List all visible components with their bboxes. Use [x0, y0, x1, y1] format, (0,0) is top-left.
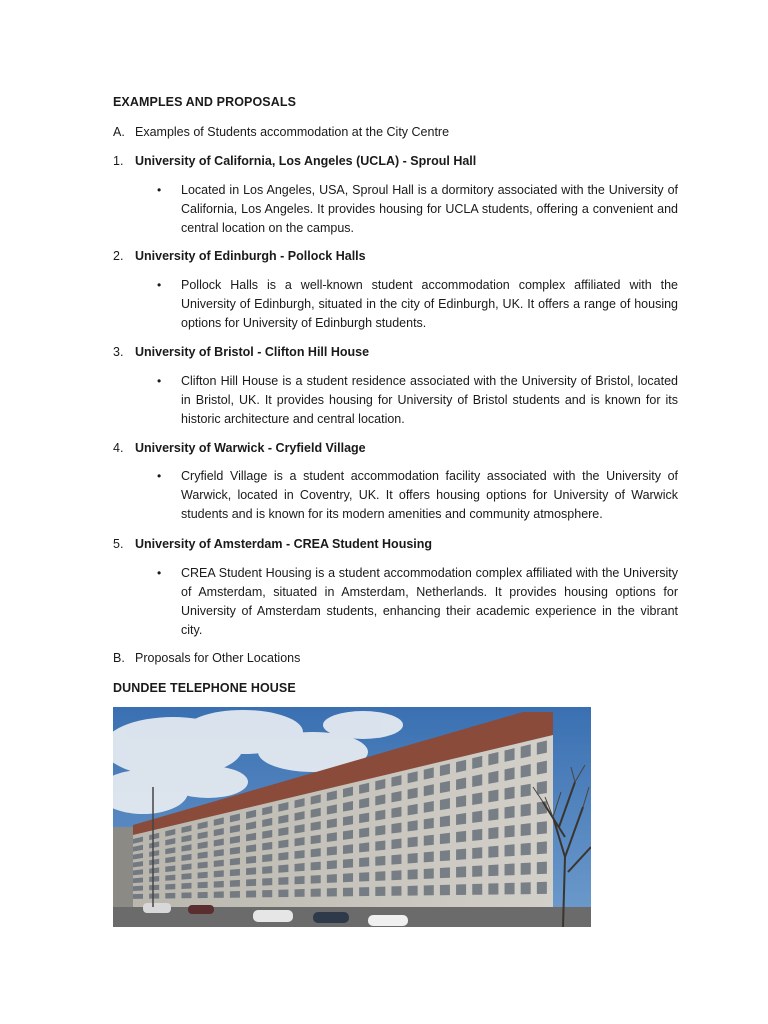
building-window	[327, 888, 337, 896]
bullet-glyph: •	[157, 374, 162, 388]
building-window	[133, 877, 143, 883]
building-window	[424, 885, 434, 895]
building-window	[343, 815, 353, 825]
section-subheading: DUNDEE TELEPHONE HOUSE	[113, 681, 296, 695]
building-window	[375, 856, 385, 866]
building-window	[440, 815, 450, 827]
building-window	[456, 849, 466, 860]
building-window	[198, 892, 208, 898]
building-window	[311, 889, 321, 897]
bullet-glyph: •	[157, 469, 162, 483]
building-window	[149, 893, 159, 898]
building-window	[198, 862, 208, 869]
list-item-number: 4.	[113, 441, 124, 455]
building-window	[230, 880, 240, 887]
building-window	[181, 873, 191, 879]
section-a	[113, 123, 678, 142]
building-window	[343, 830, 353, 840]
section-b-letter: B.	[113, 651, 125, 665]
list-item-number: 3.	[113, 345, 124, 359]
building-window	[488, 808, 498, 821]
building-window	[391, 854, 401, 864]
building-window	[165, 893, 175, 899]
building-window	[230, 869, 240, 876]
building-window	[408, 853, 418, 864]
building-photo	[113, 707, 591, 927]
building-window	[424, 868, 434, 879]
building-window	[359, 827, 369, 837]
building-window	[343, 844, 353, 854]
building-window	[246, 879, 256, 886]
building-window	[521, 803, 531, 816]
list-item-1	[113, 152, 678, 171]
bullet-item-3	[157, 372, 678, 429]
building-window	[472, 884, 482, 895]
building-window	[327, 846, 337, 855]
building-window	[278, 877, 288, 885]
building-window	[327, 832, 337, 842]
building-window	[181, 864, 191, 871]
building-window	[230, 891, 240, 898]
building-window	[440, 867, 450, 878]
building-window	[537, 781, 547, 795]
building-window	[488, 790, 498, 803]
building-window	[311, 862, 321, 871]
building-window	[149, 876, 159, 882]
list-item-5	[113, 535, 678, 554]
building-window	[521, 882, 531, 894]
building-window	[262, 842, 272, 851]
building-window	[327, 860, 337, 869]
building-window	[278, 890, 288, 898]
building-window	[456, 813, 466, 825]
building-window	[359, 872, 369, 881]
building-window	[165, 884, 175, 890]
list-item-4	[113, 439, 678, 458]
building-window	[343, 859, 353, 868]
building-window	[488, 771, 498, 784]
bullet-item-4	[157, 467, 678, 524]
building-window	[359, 813, 369, 824]
building-window	[472, 774, 482, 787]
bullet-glyph: •	[157, 183, 162, 197]
building-window	[456, 866, 466, 877]
bullet-item-5	[157, 564, 678, 640]
building-window	[505, 844, 515, 856]
building-window	[488, 846, 498, 858]
building-window	[214, 860, 224, 867]
building-window	[440, 833, 450, 844]
building-window	[537, 761, 547, 775]
building-window	[537, 882, 547, 894]
building-window	[424, 852, 434, 863]
building-window	[505, 748, 515, 762]
building-window	[391, 807, 401, 818]
section-a-letter: A.	[113, 125, 125, 139]
building-window	[505, 883, 515, 895]
building-window	[375, 887, 385, 896]
building-window	[311, 835, 321, 844]
building-window	[472, 792, 482, 805]
building-window	[198, 882, 208, 888]
building-window	[537, 740, 547, 754]
bullet-text: Located in Los Angeles, USA, Sproul Hall is a dormitory associated with the University of California, Los Angeles. It provides housing for UCLA students, offering a convenient and central location on the campus.	[181, 183, 678, 235]
building-window	[149, 885, 159, 891]
building-window	[262, 878, 272, 886]
building-window	[505, 787, 515, 800]
building-window	[133, 886, 143, 891]
building-window	[343, 888, 353, 897]
building-window	[537, 862, 547, 875]
building-window	[359, 887, 369, 896]
building-window	[278, 852, 288, 861]
building-window	[456, 831, 466, 843]
building-window	[278, 865, 288, 873]
building-window	[246, 856, 256, 864]
building-window	[440, 885, 450, 896]
building-window	[246, 890, 256, 897]
building-window	[440, 781, 450, 793]
list-item-title: University of Bristol - Clifton Hill House	[135, 345, 370, 359]
building-window	[440, 798, 450, 810]
building-window	[262, 890, 272, 897]
page-heading: EXAMPLES AND PROPOSALS	[113, 95, 297, 109]
building-window	[262, 854, 272, 862]
building-window	[133, 894, 143, 899]
building-window	[165, 875, 175, 881]
building-window	[359, 842, 369, 852]
building-window	[521, 744, 531, 758]
bullet-glyph: •	[157, 278, 162, 292]
building-window	[295, 837, 305, 846]
building-window	[456, 795, 466, 807]
building-window	[375, 825, 385, 836]
building-window	[181, 883, 191, 889]
building-window	[295, 889, 305, 897]
building-window	[505, 825, 515, 838]
building-window	[521, 784, 531, 797]
building-window	[391, 870, 401, 880]
building-window	[408, 804, 418, 815]
building-window	[311, 848, 321, 857]
section-b	[113, 649, 678, 668]
building-window	[391, 823, 401, 834]
building-window	[408, 886, 418, 896]
building-window	[488, 883, 498, 894]
building-window	[311, 875, 321, 883]
building-window	[424, 835, 434, 846]
bullet-text: CREA Student Housing is a student accommodation complex affiliated with the University of Amsterdam, situated in Amsterdam, Netherlands. It provides housing options for University of Amsterdam students, enhancing their academic experience in the vibrant city.	[181, 566, 678, 637]
building-window	[472, 811, 482, 823]
building-window	[295, 876, 305, 884]
building-window	[198, 872, 208, 879]
building-window	[456, 884, 466, 895]
building-window	[408, 837, 418, 848]
building-window	[440, 850, 450, 861]
building-window	[246, 867, 256, 875]
building-window	[521, 863, 531, 875]
building-window	[181, 892, 191, 898]
building-window	[262, 866, 272, 874]
building-window	[375, 871, 385, 881]
building-window	[214, 891, 224, 897]
building-window	[424, 818, 434, 829]
building-window	[214, 881, 224, 888]
building-window	[295, 863, 305, 872]
building-window	[359, 857, 369, 867]
building-window	[488, 865, 498, 877]
building-window	[472, 865, 482, 876]
building-window	[408, 869, 418, 879]
building-window	[456, 777, 466, 790]
bullet-text: Cryfield Village is a student accommodation facility associated with the University of Warwick, located in Coventry, UK. It offers housing options for University of Warwick students and is known for its modern amenities and community atmosphere.	[181, 469, 678, 521]
list-item-title: University of Edinburgh - Pollock Halls	[135, 249, 366, 263]
building-window	[343, 873, 353, 882]
list-item-2	[113, 247, 678, 266]
list-item-title: University of Warwick - Cryfield Village	[135, 441, 366, 455]
bullet-item-2	[157, 276, 678, 333]
building-window	[505, 864, 515, 876]
building-window	[537, 841, 547, 854]
bullet-glyph: •	[157, 566, 162, 580]
building-window	[521, 823, 531, 836]
building-window	[472, 847, 482, 859]
list-item-number: 2.	[113, 249, 124, 263]
section-b-text: Proposals for Other Locations	[135, 651, 301, 665]
building-window	[375, 840, 385, 850]
bullet-item-1	[157, 181, 678, 238]
list-item-number: 1.	[113, 154, 124, 168]
bullet-text: Clifton Hill House is a student residence associated with the University of Bristol, located in Bristol, UK. It provides housing for University of Bristol students and is known for its historic architecture and central location.	[181, 374, 678, 426]
building-window	[424, 784, 434, 796]
list-item-title: University of California, Los Angeles (UCLA) - Sproul Hall	[135, 154, 477, 168]
building-window	[391, 886, 401, 896]
building-window	[408, 820, 418, 831]
building-window	[295, 850, 305, 859]
building-window	[537, 801, 547, 814]
building-window	[327, 874, 337, 883]
building-window	[505, 806, 515, 819]
building-window	[424, 801, 434, 813]
list-item-3	[113, 343, 678, 362]
section-a-text: Examples of Students accommodation at the City Centre	[135, 125, 450, 139]
building-window	[521, 843, 531, 856]
building-window	[472, 829, 482, 841]
list-item-title: University of Amsterdam - CREA Student Housing	[135, 537, 433, 551]
building-window	[391, 839, 401, 850]
building-window	[278, 840, 288, 849]
building-window	[230, 858, 240, 866]
building-window	[375, 810, 385, 821]
building-window	[214, 870, 224, 877]
building-window	[521, 764, 531, 778]
list-item-number: 5.	[113, 537, 124, 551]
building-window	[537, 821, 547, 834]
building-window	[488, 827, 498, 839]
bullet-text: Pollock Halls is a well-known student accommodation complex affiliated with the University of Edinburgh, situated in the city of Edinburgh, UK. It offers a range of housing options for University of Edinburgh students.	[181, 278, 678, 330]
building-window	[505, 767, 515, 780]
